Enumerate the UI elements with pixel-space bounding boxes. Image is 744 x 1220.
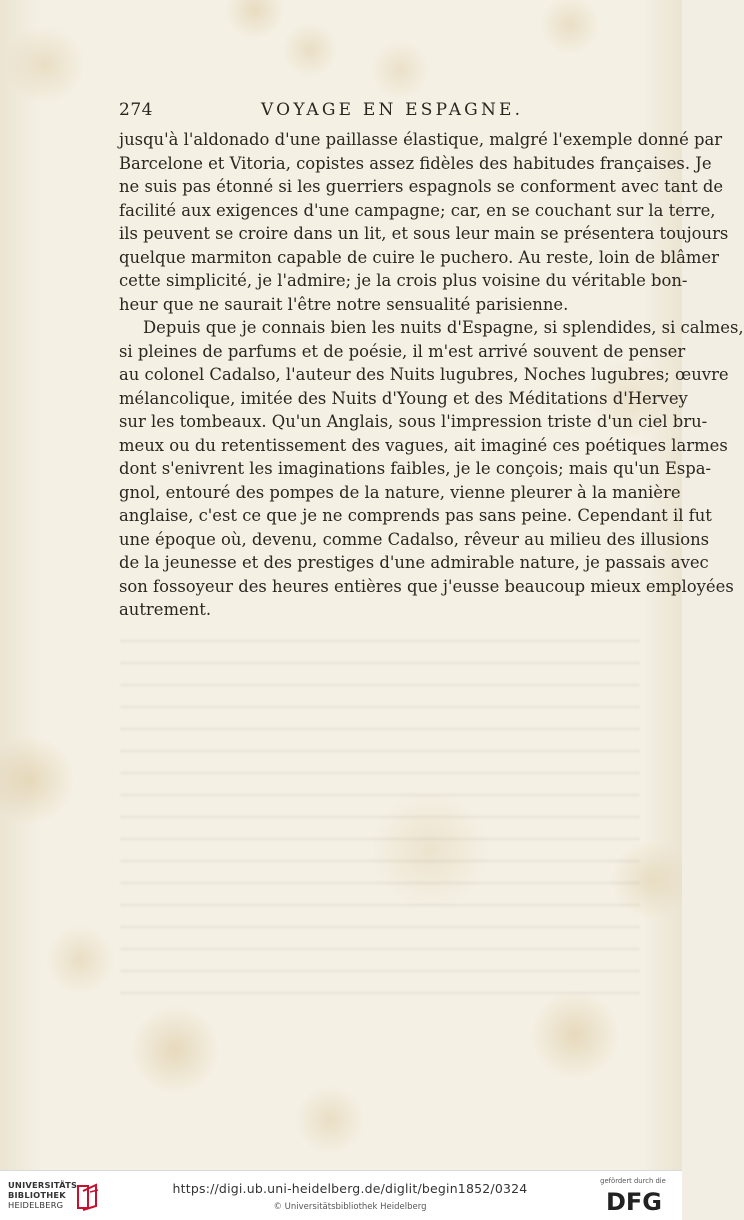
page-number: 274 [119,100,153,120]
permalink-url[interactable]: https://digi.ub.uni-heidelberg.de/diglit/begin1852/0324 [172,1181,528,1196]
library-name-line1: UNIVERSITÄTS- [8,1180,81,1190]
text-line: sur les tombeaux. Qu'un Anglais, sous l'impression triste d'un ciel bru- [119,412,708,431]
dfg-logo-icon [604,1187,664,1215]
text-line: heur que ne saurait l'être notre sensualité parisienne. [119,294,569,314]
copyright-notice: © Universitätsbibliothek Heidelberg [273,1202,427,1212]
text-line: Barcelone et Vitoria, copistes assez fidèles des habitudes françaises. Je [119,153,712,173]
text-line: une époque où, devenu, comme Cadalso, rêveur au milieu des illusions [119,529,710,549]
text-line: ils peuvent se croire dans un lit, et sous leur main se présentera toujours [119,224,729,243]
text-line: meux ou du retentissement des vagues, ait imaginé ces poétiques larmes [119,435,728,455]
viewer-footer [0,1170,682,1220]
body-text [119,128,744,622]
text-line: jusqu'à l'aldonado d'une paillasse élastique, malgré l'exemple donné par [119,130,723,149]
text-line: ne suis pas étonné si les guerriers espagnols se conforment avec tant de [119,177,724,196]
text-line: mélancolique, imitée des Nuits d'Young et des Méditations d'Hervey [119,388,688,408]
text-line: autrement. [119,600,212,619]
page-header [119,100,639,124]
text-line: cette simplicité, je l'admire; je la crois plus voisine du véritable bon- [119,271,688,290]
funder-name: DFG [605,1188,663,1216]
library-logo[interactable] [8,1180,168,1214]
text-line: au colonel Cadalso, l'auteur des Nuits lugubres, Noches lugubres; œuvre [119,365,729,384]
library-name-line2: BIBLIOTHEK [8,1190,66,1201]
funder-logo[interactable] [590,1177,676,1217]
library-name [8,1180,81,1211]
show-through-texture [120,640,640,1000]
running-title: VOYAGE EN ESPAGNE. [261,100,524,120]
library-emblem-icon [74,1182,102,1212]
funding-caption: gefördert durch die [600,1177,666,1185]
library-name-line3: HEIDELBERG [8,1200,64,1211]
paragraph-start-line: Depuis que je connais bien les nuits d'Espagne, si splendides, si calmes, [143,318,744,337]
text-line: anglaise, c'est ce que je ne comprends pas sans peine. Cependant il fut [119,506,712,525]
text-line: dont s'enivrent les imaginations faibles, je le conçois; mais qu'un Espa- [119,459,712,478]
text-line: de la jeunesse et des prestiges d'une admirable nature, je passais avec [119,553,709,572]
text-line: facilité aux exigences d'une campagne; car, en se couchant sur la terre, [119,200,716,220]
text-line: si pleines de parfums et de poésie, il m'est arrivé souvent de penser [119,341,686,361]
text-line: quelque marmiton capable de cuire le puchero. Au reste, loin de blâmer [119,247,719,267]
text-line: son fossoyeur des heures entières que j'eusse beaucoup mieux employées [119,576,734,596]
text-line: gnol, entouré des pompes de la nature, vienne pleurer à la manière [119,482,681,502]
